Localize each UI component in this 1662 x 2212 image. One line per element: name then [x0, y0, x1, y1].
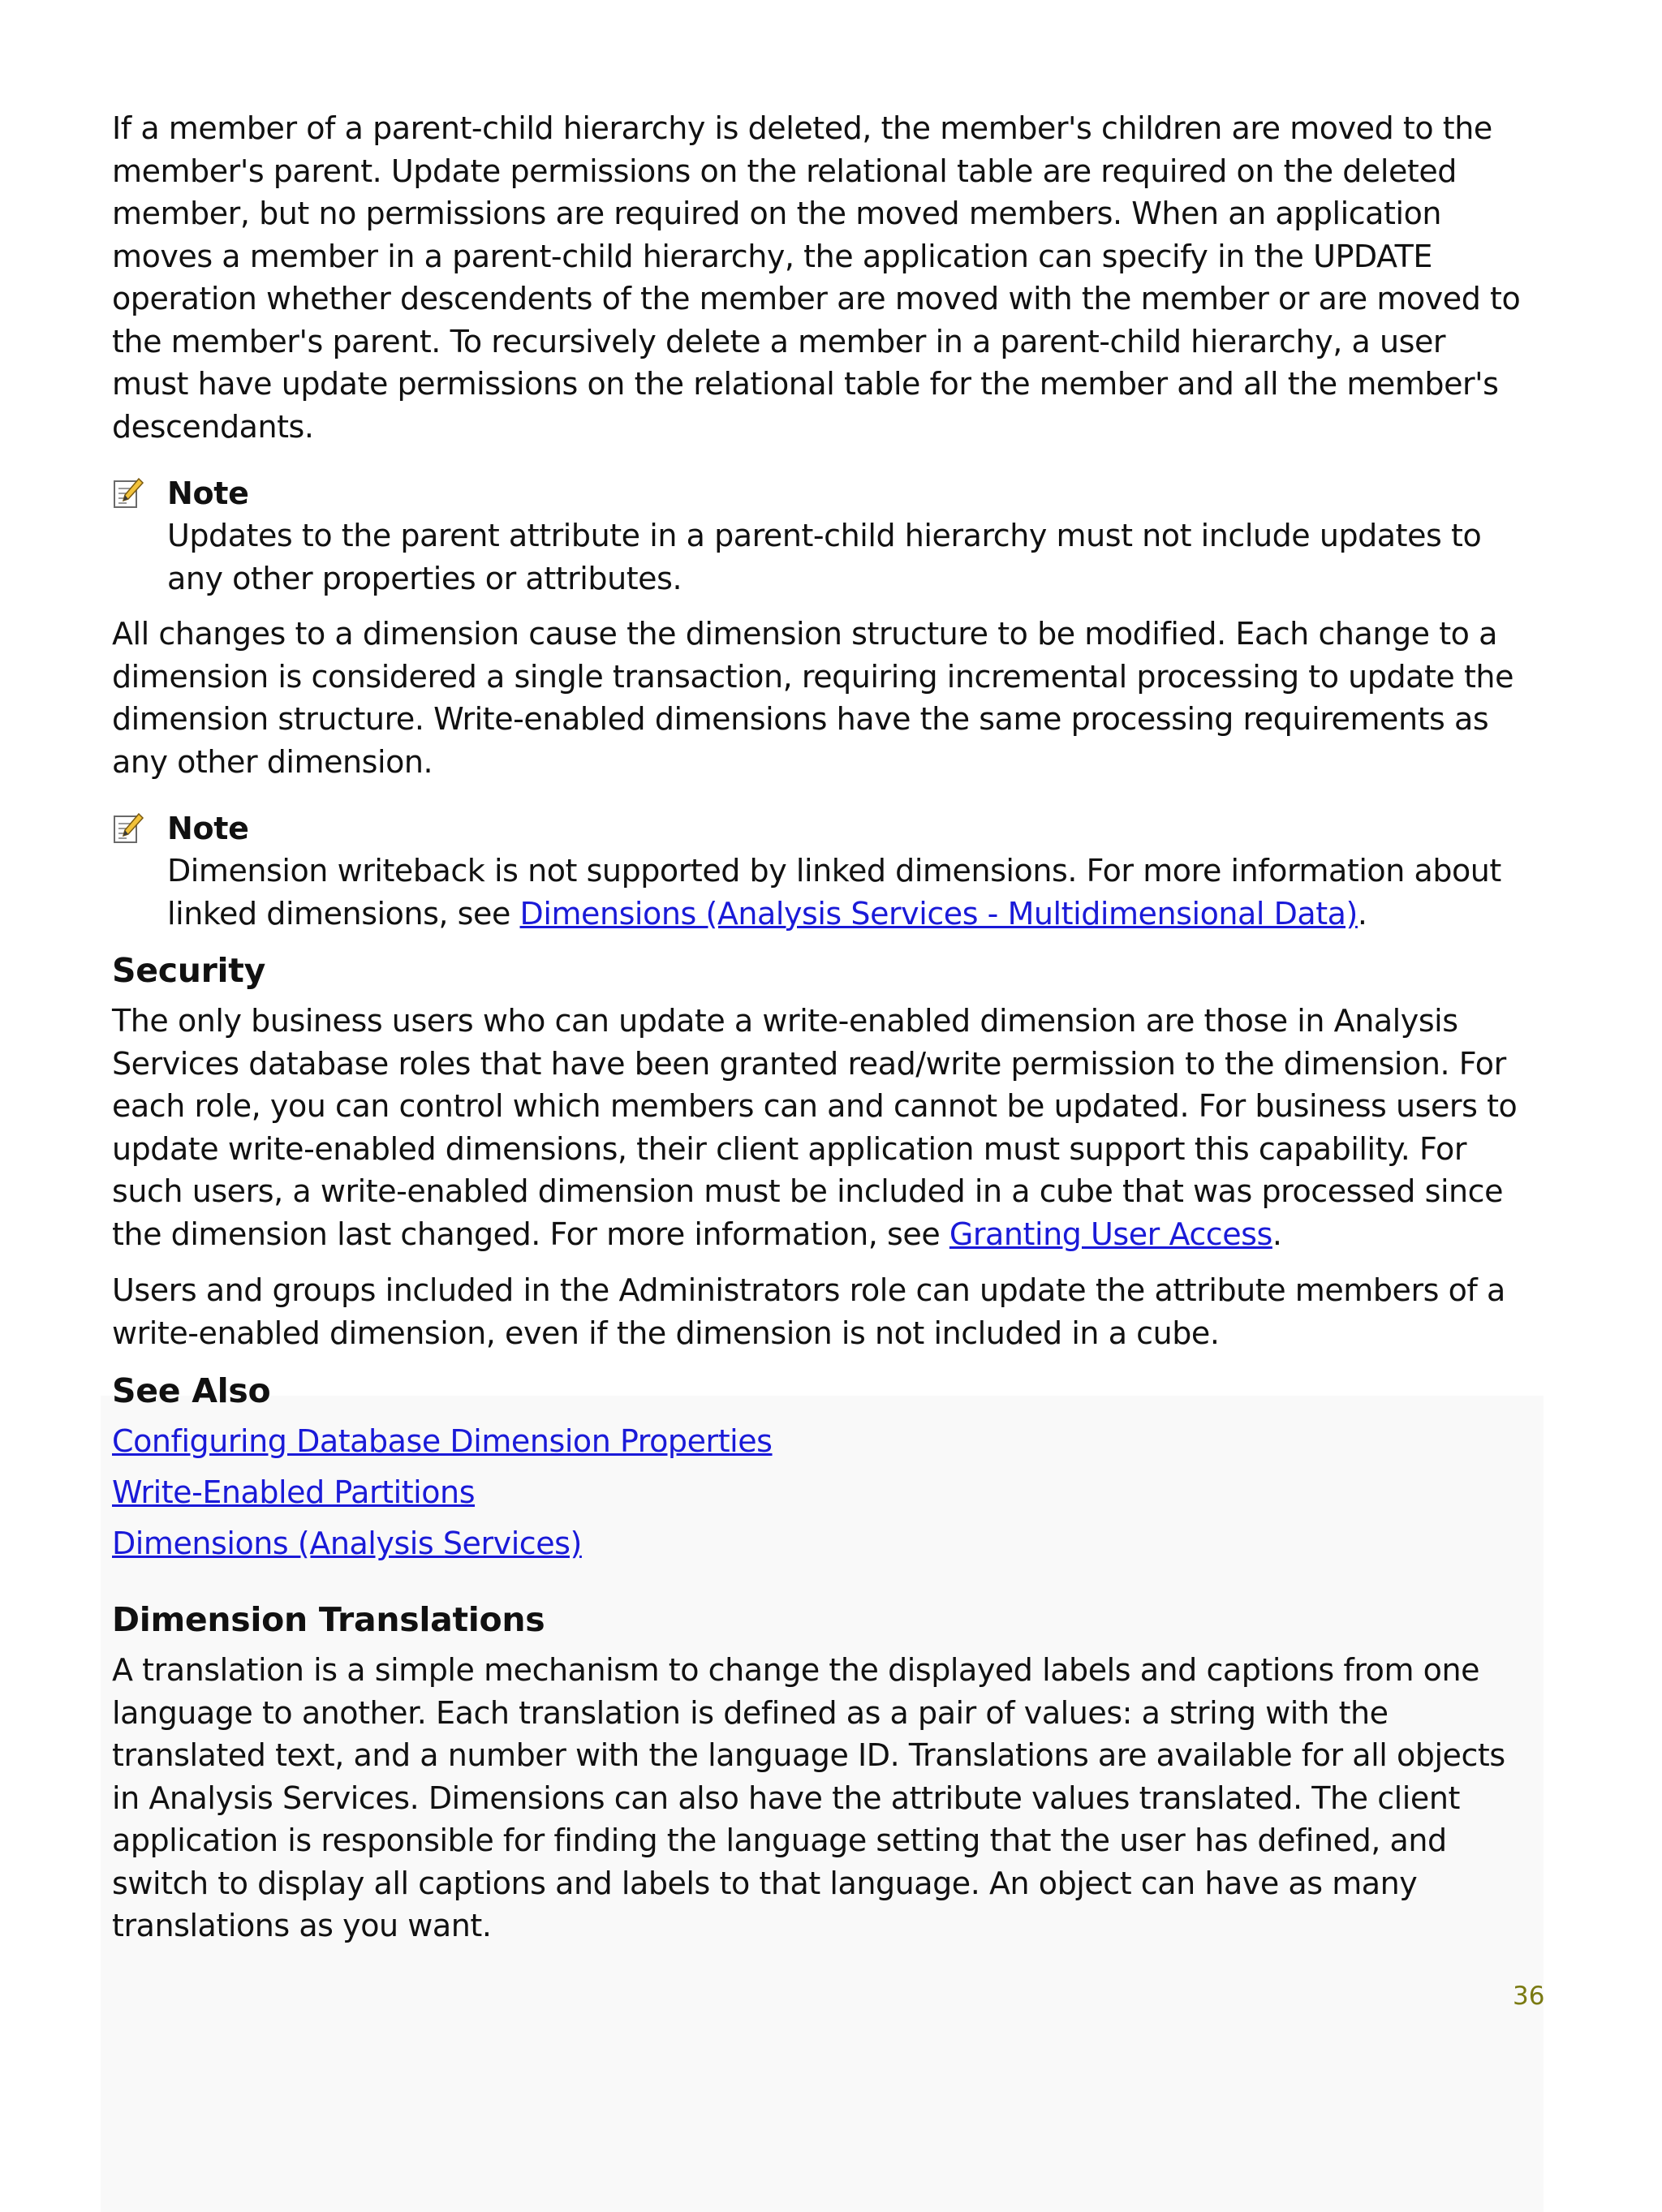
note-text-after: . — [1357, 895, 1367, 932]
note-header — [112, 472, 1528, 514]
paragraph-security — [112, 1000, 1528, 1255]
see-also-list — [112, 1420, 1528, 1564]
note-pencil-icon — [112, 812, 144, 845]
note-title: Note — [167, 476, 249, 511]
link-dimensions-analysis-services[interactable]: Dimensions (Analysis Services) — [112, 1526, 582, 1561]
list-item — [112, 1522, 1528, 1564]
paragraph-translations: A translation is a simple mechanism to change the displayed labels and captions from one language to another. Each translation is defined as a pair of values: a string with the translated text, and a number with the language ID. Translations are available for all objects in Analysis Services. Dimensions can also have the attribute values translated. The client application is responsible for finding the language setting that the user has defined, and switch to display all captions and labels to that language. An object can have as many translations as you want. — [112, 1652, 1505, 1943]
note-text — [167, 850, 1528, 935]
note-header — [112, 807, 1528, 850]
note-pencil-icon — [112, 477, 144, 510]
note-text: Updates to the parent attribute in a parent-child hierarchy must not include updates to any other properties or attributes. — [167, 518, 1482, 596]
document-content — [112, 107, 1528, 1961]
heading-security: Security — [112, 951, 266, 990]
list-item — [112, 1471, 1528, 1513]
note-title: Note — [167, 811, 249, 846]
list-item — [112, 1420, 1528, 1462]
link-write-enabled-partitions[interactable]: Write-Enabled Partitions — [112, 1474, 476, 1510]
heading-dimension-translations: Dimension Translations — [112, 1600, 545, 1639]
page-number: 36 — [1513, 1982, 1545, 2011]
security-text-before: The only business users who can update a write-enabled dimension are those in Analysis Services database roles that have been granted read/write permission to the dimension. For each role, you can control which members can and cannot be updated. For business users to update write-enabled dimensions, their client application must support this capability. For such users, a write-enabled dimension must be included in a cube that was processed since the dimension last changed. For more information, see — [112, 1003, 1518, 1252]
link-configuring-database-dimension-properties[interactable]: Configuring Database Dimension Properties — [112, 1423, 773, 1459]
paragraph-administrators: Users and groups included in the Administrators role can update the attribute members of a write-enabled dimension, even if the dimension is not included in a cube. — [112, 1272, 1505, 1351]
link-dimensions-multidimensional[interactable]: Dimensions (Analysis Services - Multidimensional Data) — [519, 895, 1358, 932]
note-text-before: Dimension writeback is not supported by linked dimensions. For more information about linked dimensions, see — [167, 853, 1501, 932]
security-text-after: . — [1272, 1216, 1282, 1252]
paragraph-parent-child: If a member of a parent-child hierarchy is deleted, the member's children are moved to the member's parent. Update permissions on the relational table are required on the deleted member, but no permissions are required on the moved members. When an application moves a member in a parent-child hierarchy, the application can specify in the UPDATE operation whether descendents of the member are moved with the member or are moved to the member's parent. To recursively delete a member in a parent-child hierarchy, a user must have update permissions on the relational table for the member and all the member's descendants. — [112, 110, 1521, 445]
note-block — [112, 807, 1528, 935]
heading-see-also: See Also — [112, 1371, 271, 1410]
note-block — [112, 472, 1528, 600]
link-granting-user-access[interactable]: Granting User Access — [949, 1216, 1272, 1252]
paragraph-dimension-changes: All changes to a dimension cause the dimension structure to be modified. Each change to a dimension is considered a single transaction, requiring incremental processing to update the dimension structure. Write-enabled dimensions have the same processing requirements as any other dimension. — [112, 616, 1513, 780]
